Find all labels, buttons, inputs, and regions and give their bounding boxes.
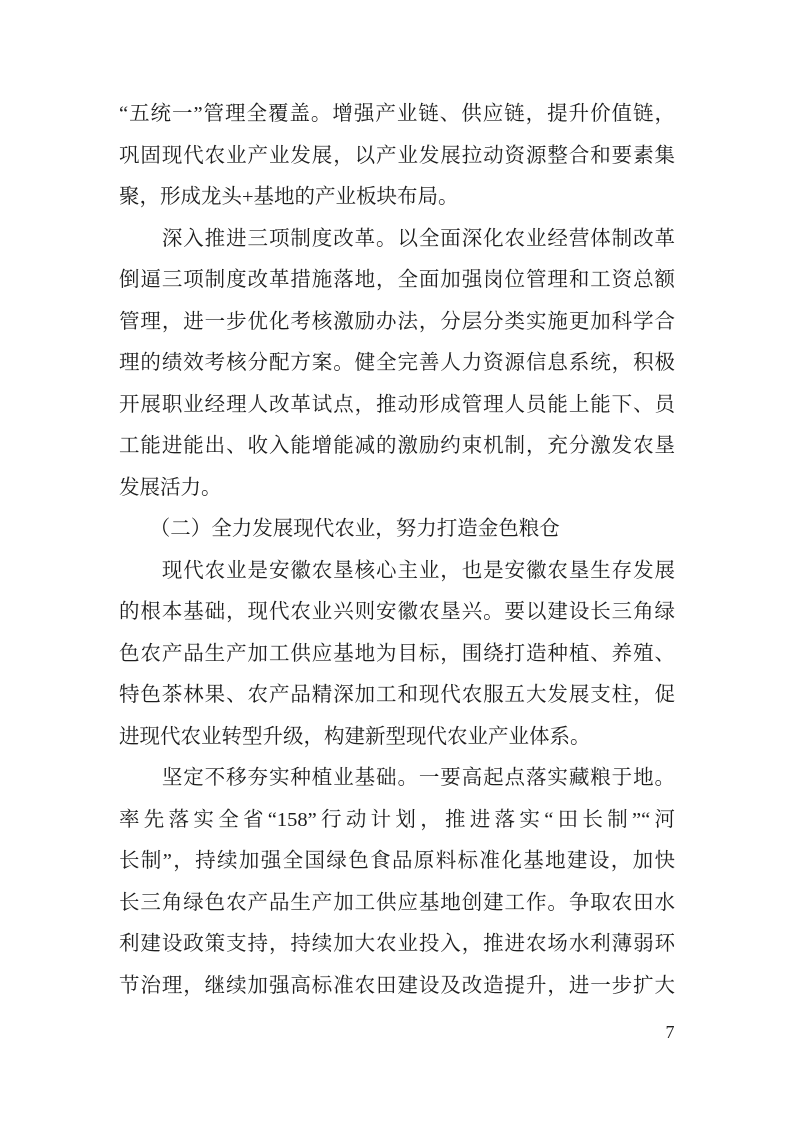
section-heading: （二）全力发展现代农业，努力打造金色粮仓 bbox=[119, 518, 560, 540]
document-line: 利建设政策支持，持续加大农业投入，推进农场水利薄弱环 bbox=[119, 933, 675, 955]
document-line: 节治理，继续加强高标准农田建设及改造提升，进一步扩大 bbox=[119, 974, 675, 997]
document-line: 倒逼三项制度改革措施落地，全面加强岗位管理和工资总额 bbox=[119, 269, 675, 291]
document-line: 深入推进三项制度改革。以全面深化农业经营体制改革 bbox=[119, 227, 675, 250]
document-line: 发展活力。 bbox=[119, 476, 222, 499]
document-line: 管理，进一步优化考核激励办法，分层分类实施更加科学合 bbox=[119, 310, 675, 333]
document-line: “五统一”管理全覆盖。增强产业链、供应链，提升价值链， bbox=[119, 103, 675, 125]
document-line: 长三角绿色农产品生产加工供应基地创建工作。争取农田水 bbox=[119, 891, 675, 914]
document-line: 开展职业经理人改革试点，推动形成管理人员能上能下、员 bbox=[119, 393, 675, 416]
document-line: 率先落实全省“158”行动计划，推进落实“田长制”“河 bbox=[119, 808, 675, 831]
document-line: 的根本基础，现代农业兴则安徽农垦兴。要以建设长三角绿 bbox=[119, 601, 675, 623]
document-line: 理的绩效考核分配方案。健全完善人力资源信息系统，积极 bbox=[119, 352, 675, 374]
document-line: 色农产品生产加工供应基地为目标，围绕打造种植、养殖、 bbox=[119, 642, 675, 665]
document-line: 现代农业是安徽农垦核心主业，也是安徽农垦生存发展 bbox=[119, 559, 675, 582]
document-line: 进现代农业转型升级，构建新型现代农业产业体系。 bbox=[119, 725, 591, 748]
document-line: 聚，形成龙头+基地的产业板块布局。 bbox=[119, 186, 459, 208]
document-line: 特色茶林果、农产品精深加工和现代农服五大发展支柱，促 bbox=[119, 684, 675, 706]
document-line: 长制”，持续加强全国绿色食品原料标准化基地建设，加快 bbox=[119, 850, 675, 872]
document-line: 坚定不移夯实种植业基础。一要高起点落实藏粮于地。 bbox=[119, 767, 675, 789]
document-line: 巩固现代农业产业发展，以产业发展拉动资源整合和要素集 bbox=[119, 144, 675, 167]
document-body bbox=[119, 94, 675, 1007]
document-line: 工能进能出、收入能增能减的激励约束机制，充分激发农垦 bbox=[119, 435, 675, 457]
page-number: 7 bbox=[665, 1022, 675, 1042]
